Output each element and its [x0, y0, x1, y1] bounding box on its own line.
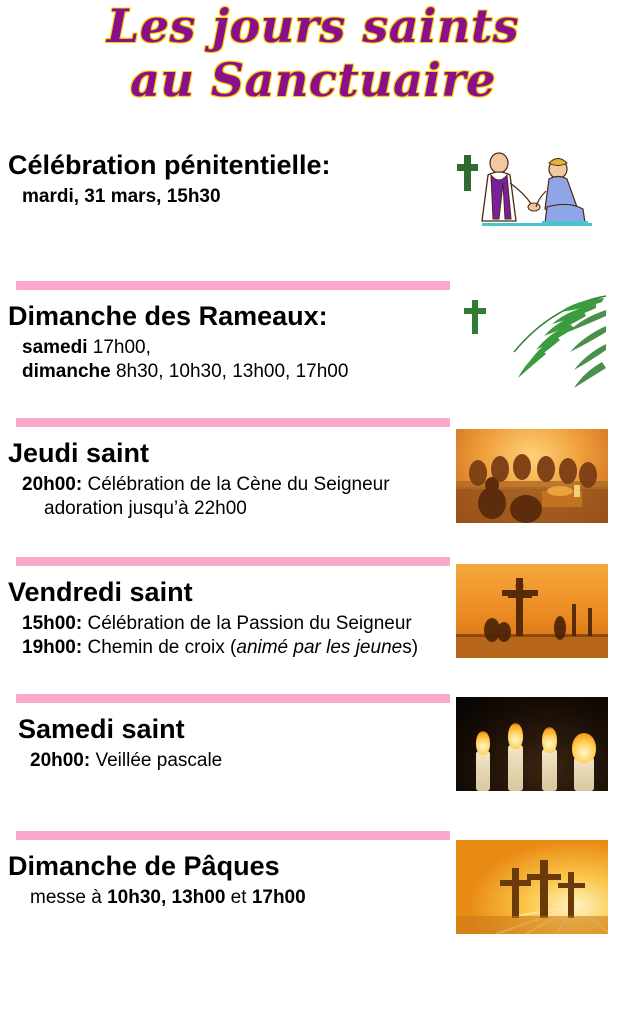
poster-title-line-2: au Sanctuaire: [130, 52, 496, 107]
times-text: 8h30, 10h30, 13h00, 17h00: [110, 361, 349, 383]
crucifixion-photo: [456, 564, 608, 658]
mass-times-2: 17h00: [251, 887, 306, 909]
section-divider: [16, 281, 450, 290]
section-body: [8, 886, 478, 910]
section-divider: [16, 694, 450, 703]
section-body: [8, 749, 478, 773]
last-supper-scene-svg: [456, 429, 608, 523]
section-heading: Dimanche de Pâques: [8, 851, 280, 882]
section-body: [8, 612, 478, 661]
event-note: animé par les jeune: [236, 637, 403, 659]
time-label: 19h00:: [22, 637, 83, 659]
day-label: dimanche: [22, 361, 111, 383]
section-heading: Jeudi saint: [8, 438, 150, 469]
event-text: Célébration de la Passion du Seigneur: [82, 613, 412, 635]
section-divider: [16, 557, 450, 566]
time-label: 20h00:: [22, 474, 83, 496]
poster-title: [0, 0, 626, 105]
section-samedi-saint: [0, 715, 626, 819]
confession-illustration: [454, 139, 604, 249]
time-label: 20h00:: [30, 750, 91, 772]
last-supper-image: [456, 429, 608, 523]
poster-title-line-1: Les jours saints: [106, 0, 520, 53]
candle-flame: [572, 733, 596, 763]
crucifixion-scene-svg: [456, 564, 608, 658]
day-label: samedi: [22, 337, 88, 359]
section-jeudi-saint: [0, 439, 626, 545]
section-divider: [16, 831, 450, 840]
section-heading: Célébration pénitentielle:: [8, 150, 331, 181]
mass-prefix: messe à: [30, 887, 108, 909]
event-text: Veillée pascale: [90, 750, 223, 772]
event-text: Chemin de croix (: [82, 637, 237, 659]
section-dimanche-des-rameaux: [0, 302, 626, 406]
candle-body: [508, 745, 523, 791]
section-heading: Samedi saint: [18, 714, 185, 745]
time-text: mardi, 31 mars, 15h30: [22, 186, 221, 208]
three-crosses-svg: [456, 840, 608, 934]
palm-branches-svg: [456, 290, 608, 394]
crucifixion-image: [456, 564, 608, 658]
times-text: 17h00,: [87, 337, 151, 359]
three-crosses-sunrise-photo: [456, 840, 608, 934]
section-dimanche-de-paques: [0, 852, 626, 952]
last-supper-photo: [456, 429, 608, 523]
candles-photo: [456, 697, 608, 791]
candle-flame: [476, 731, 490, 755]
time-label: 15h00:: [22, 613, 83, 635]
schedule-sections: [0, 151, 626, 952]
event-text: adoration jusqu’à 22h00: [44, 498, 247, 520]
section-celebration-penitentielle: [0, 151, 626, 269]
candle-flame: [542, 727, 557, 753]
section-divider: [16, 418, 450, 427]
section-body: [8, 473, 478, 522]
candle-body: [542, 749, 557, 791]
confession-illustration-svg: [454, 139, 604, 249]
three-crosses-image: [456, 840, 608, 934]
event-text-end: s): [402, 637, 419, 659]
section-heading: Vendredi saint: [8, 577, 193, 608]
section-vendredi-saint: [0, 578, 626, 682]
palm-branches-photo: [456, 290, 608, 394]
section-heading: Dimanche des Rameaux:: [8, 301, 328, 332]
mass-times-1: 10h30, 13h00: [107, 887, 226, 909]
candle-flame: [508, 723, 523, 749]
mass-conjunction: et: [225, 887, 252, 909]
candles-image: [456, 697, 608, 791]
event-text: Célébration de la Cène du Seigneur: [82, 474, 390, 496]
section-body: [8, 336, 478, 385]
section-body: [8, 185, 478, 209]
candle-body: [476, 751, 490, 791]
